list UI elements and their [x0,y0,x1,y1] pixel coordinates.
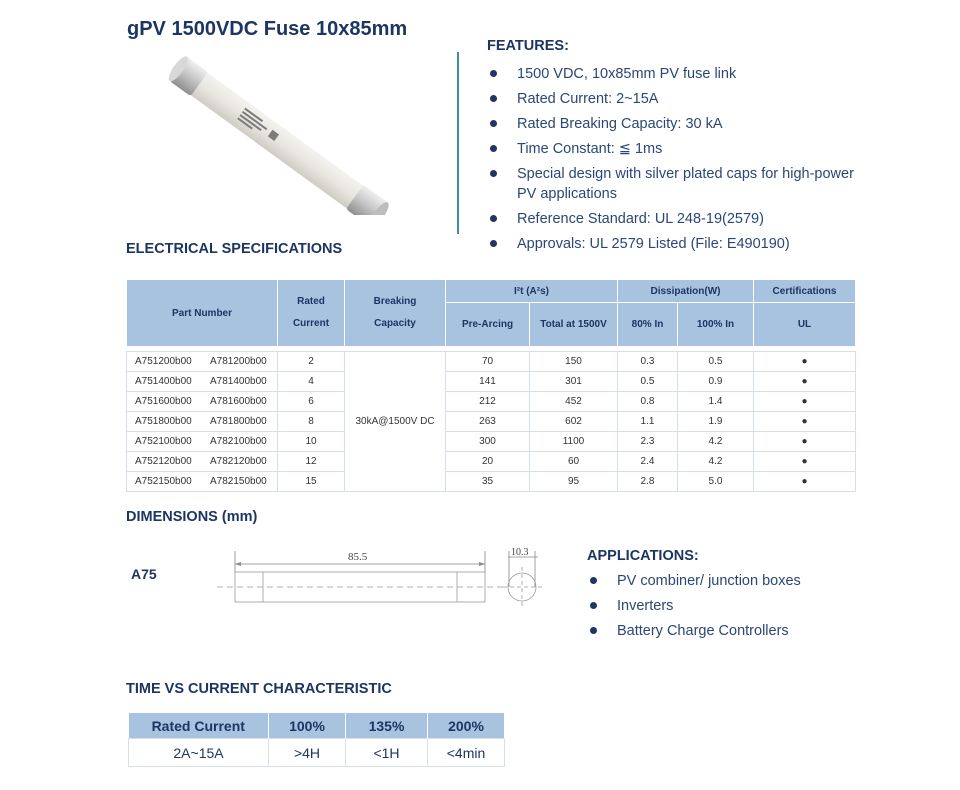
dimensions-heading: DIMENSIONS (mm) [126,509,258,525]
th-100: 100% [269,713,346,739]
application-item: PV combiner/ junction boxes [587,571,887,591]
th-200: 200% [428,713,505,739]
dissipation-100-cell: 0.5 [678,352,754,372]
rated-current-cell: 10 [278,432,345,452]
ul-cert-cell: ● [754,432,856,452]
th-rated-current-l2: Current [292,318,330,329]
total-cell: 150 [530,352,618,372]
part-number-a: A752120b00 [135,456,192,467]
dim-diameter-label: 10.3 [511,547,529,558]
feature-item: Reference Standard: UL 248-19(2579) [487,209,877,229]
table-row [127,352,856,372]
table-row [127,392,856,412]
th-rated-current [278,280,345,347]
applications-list [587,571,887,641]
tvc-100-cell: >4H [269,739,346,767]
features-section [487,38,877,259]
part-number-a: A751600b00 [135,396,192,407]
part-number-a: A751200b00 [135,356,192,367]
rated-current-cell: 2 [278,352,345,372]
part-number-cell [127,432,278,452]
part-number-b: A782100b00 [210,436,267,447]
th-rated-current-l1: Rated [297,296,325,307]
time-current-table [128,713,505,767]
dissipation-80-cell: 2.4 [618,452,678,472]
vertical-divider [457,52,459,234]
application-item: Battery Charge Controllers [587,621,887,641]
ul-cert-cell: ● [754,352,856,372]
dim-arrow-right [479,562,485,566]
pre-arcing-cell: 141 [446,372,530,392]
table-row [127,372,856,392]
part-number-a: A752150b00 [135,476,192,487]
th-pre-arcing: Pre-Arcing [446,303,530,347]
feature-item: Special design with silver plated caps for high-power PV applications [487,164,877,204]
ul-cert-cell: ● [754,372,856,392]
total-cell: 95 [530,472,618,492]
table-row [127,432,856,452]
part-number-cell [127,412,278,432]
pre-arcing-cell: 35 [446,472,530,492]
part-number-cell [127,372,278,392]
ul-cert-cell: ● [754,452,856,472]
rated-current-cell: 15 [278,472,345,492]
application-item: Inverters [587,596,887,616]
tvc-rated-current-cell: 2A~15A [129,739,269,767]
total-cell: 1100 [530,432,618,452]
dissipation-100-cell: 4.2 [678,452,754,472]
dim-length-label: 85.5 [348,551,368,563]
rated-current-cell: 12 [278,452,345,472]
table-row [127,452,856,472]
feature-item: Approvals: UL 2579 Listed (File: E490190) [487,234,877,254]
dissipation-80-cell: 2.8 [618,472,678,492]
feature-item: Rated Current: 2~15A [487,89,877,109]
total-cell: 60 [530,452,618,472]
table-row [129,739,505,767]
dissipation-100-cell: 5.0 [678,472,754,492]
part-number-b: A781800b00 [210,416,267,427]
th-certifications: Certifications [754,280,856,303]
breaking-capacity-cell: 30kA@1500V DC [345,352,446,492]
dissipation-100-cell: 1.4 [678,392,754,412]
pre-arcing-cell: 70 [446,352,530,372]
table-row [127,472,856,492]
dissipation-80-cell: 2.3 [618,432,678,452]
electrical-heading: ELECTRICAL SPECIFICATIONS [126,241,343,257]
ul-cert-cell: ● [754,392,856,412]
features-list [487,64,877,254]
time-current-heading: TIME VS CURRENT CHARACTERISTIC [126,681,392,697]
tvc-135-cell: <1H [346,739,428,767]
pre-arcing-cell: 20 [446,452,530,472]
part-number-b: A781400b00 [210,376,267,387]
dissipation-100-cell: 1.9 [678,412,754,432]
applications-section [587,548,887,646]
electrical-spec-table [126,279,856,492]
part-number-cell [127,392,278,412]
feature-item: Rated Breaking Capacity: 30 kA [487,114,877,134]
part-number-cell [127,352,278,372]
feature-item: 1500 VDC, 10x85mm PV fuse link [487,64,877,84]
th-breaking-capacity-l1: Breaking [373,296,417,307]
rated-current-cell: 4 [278,372,345,392]
total-cell: 452 [530,392,618,412]
th-breaking-capacity [345,280,446,347]
rated-current-cell: 8 [278,412,345,432]
th-part-number: Part Number [127,280,278,347]
part-number-b: A782150b00 [210,476,267,487]
part-number-b: A782120b00 [210,456,267,467]
table-row [127,412,856,432]
dissipation-80-cell: 0.5 [618,372,678,392]
ul-cert-cell: ● [754,472,856,492]
th-135: 135% [346,713,428,739]
features-heading: FEATURES: [487,38,569,54]
th-i2t: I²t (A²s) [446,280,618,303]
total-cell: 301 [530,372,618,392]
th-ul: UL [754,303,856,347]
fuse-product-image [150,55,420,215]
part-number-b: A781600b00 [210,396,267,407]
page-title: gPV 1500VDC Fuse 10x85mm [127,18,408,40]
part-number-a: A751800b00 [135,416,192,427]
th-100-in: 100% In [678,303,754,347]
dissipation-80-cell: 0.8 [618,392,678,412]
dimension-drawing [213,545,553,620]
dissipation-80-cell: 1.1 [618,412,678,432]
th-dissipation: Dissipation(W) [618,280,754,303]
part-number-a: A752100b00 [135,436,192,447]
dissipation-100-cell: 4.2 [678,432,754,452]
tvc-200-cell: <4min [428,739,505,767]
part-number-cell [127,472,278,492]
ul-cert-cell: ● [754,412,856,432]
rated-current-cell: 6 [278,392,345,412]
th-breaking-capacity-l2: Capacity [374,318,416,329]
th-80-in: 80% In [618,303,678,347]
pre-arcing-cell: 300 [446,432,530,452]
pre-arcing-cell: 212 [446,392,530,412]
th-total: Total at 1500V [530,303,618,347]
part-number-b: A781200b00 [210,356,267,367]
part-number-a: A751400b00 [135,376,192,387]
dim-arrow-left [235,562,241,566]
model-label: A75 [131,566,157,582]
part-number-cell [127,452,278,472]
dissipation-80-cell: 0.3 [618,352,678,372]
total-cell: 602 [530,412,618,432]
th-rated-current-tvc: Rated Current [129,713,269,739]
dissipation-100-cell: 0.9 [678,372,754,392]
pre-arcing-cell: 263 [446,412,530,432]
applications-heading: APPLICATIONS: [587,548,699,564]
feature-item: Time Constant: ≦ 1ms [487,139,877,159]
